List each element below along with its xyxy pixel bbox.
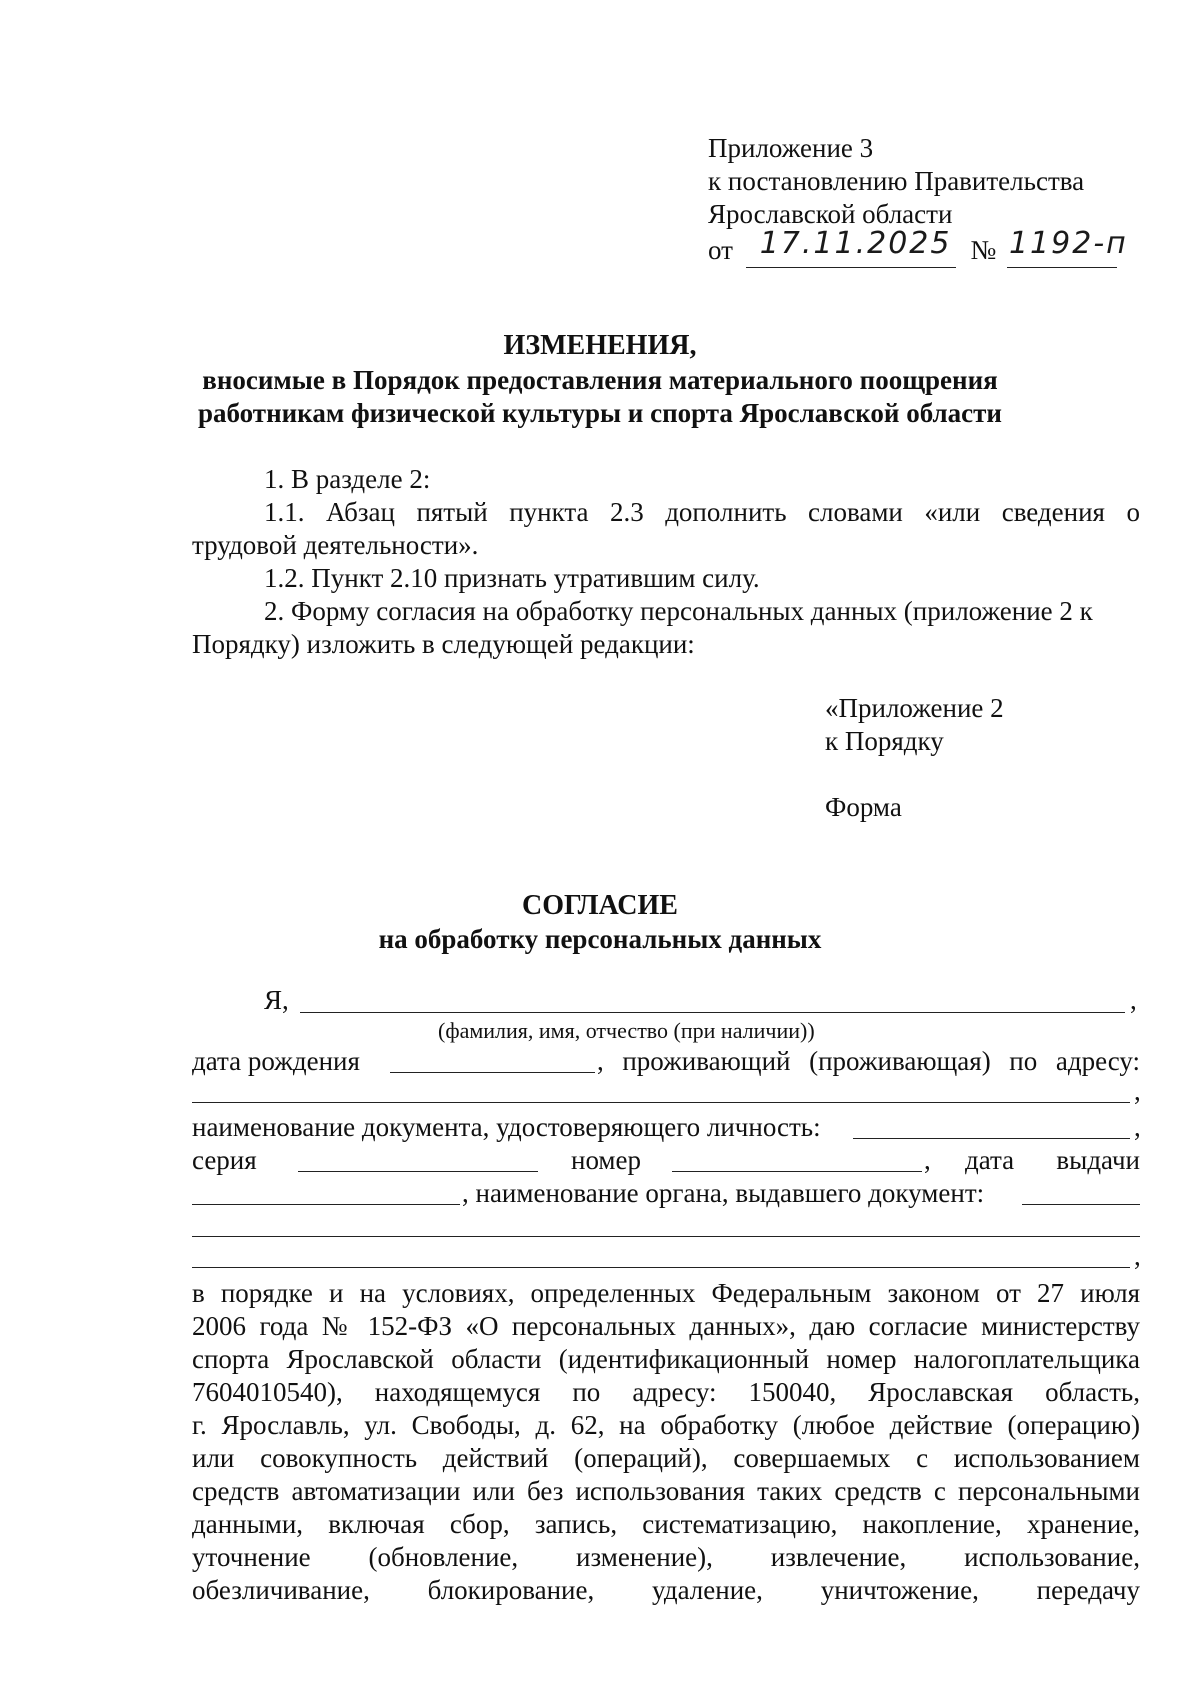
form-label: Форма (825, 792, 902, 822)
paragraph-1-1-word: пятый (416, 497, 488, 527)
section-2-paragraph: 1. В разделе 2: (264, 464, 431, 494)
paragraph-1-1-word: о (1126, 497, 1140, 527)
issuing-authority-input-line-2[interactable] (192, 1236, 1140, 1237)
changes-subtitle-line2: работникам физической культуры и спорта Ярославской области (198, 398, 1002, 428)
paragraph-1-1-word: дополнить (665, 497, 787, 527)
paragraph-2-line1: 2. Форму согласия на обработку персональных данных (приложение 2 к (264, 596, 1093, 626)
paragraph-1-1-word: сведения (1001, 497, 1105, 527)
consent-text-line (192, 1575, 1140, 1606)
birth-date-input-line[interactable] (390, 1072, 595, 1073)
handwritten-date: 17.11.2025 (759, 226, 952, 261)
address-label: , проживающий (проживающая) по адресу: (597, 1046, 1140, 1076)
paragraph-2-line2: Порядку) изложить в следующей редакции: (192, 629, 695, 659)
consent-text-word: использование, (964, 1542, 1140, 1572)
fio-hint: (фамилия, имя, отчество (при наличии)) (438, 1018, 815, 1043)
consent-text-word: уничтожение, (820, 1575, 979, 1605)
paragraph-1-1-word: Абзац (325, 497, 395, 527)
appendix-2-line2: к Порядку (825, 726, 944, 756)
consent-text-line: спорта Ярославской области (идентификационный номер налогоплательщика (192, 1344, 1140, 1374)
fio-input-line[interactable] (300, 1012, 1125, 1013)
number-comma: , (924, 1145, 931, 1175)
from-label: от (708, 235, 733, 265)
paragraph-1-1-word: 1.1. (264, 497, 305, 527)
consent-title: СОГЛАСИЕ (522, 890, 678, 921)
consent-text-line: в порядке и на условиях, определенных Федеральным законом от 27 июля (192, 1278, 1140, 1308)
address-comma: , (1134, 1076, 1141, 1106)
id-document-input-line[interactable] (853, 1138, 1130, 1139)
appendix-header-line2: к постановлению Правительства (708, 166, 1085, 196)
number-input-line[interactable] (672, 1171, 922, 1172)
decree-date-number (708, 226, 1128, 268)
consent-text-word: (обновление, (368, 1542, 519, 1572)
consent-text-word: обезличивание, (192, 1575, 370, 1605)
consent-text-line: 7604010540), находящемуся по адресу: 150040, Ярославская область, (192, 1377, 1140, 1407)
issuing-authority-input-line[interactable] (1022, 1204, 1140, 1205)
paragraph-1-1-word: пункта (509, 497, 589, 527)
number-label: № (970, 235, 997, 265)
appendix-header-line3: Ярославской области (708, 199, 953, 229)
fio-comma: , (1130, 985, 1137, 1015)
issuing-authority-input-line-3[interactable] (192, 1267, 1130, 1268)
series-label: серия (192, 1145, 257, 1175)
date-field (746, 226, 956, 268)
consent-text-word: извлечение, (770, 1542, 907, 1572)
changes-subtitle-line1: вносимые в Порядок предоставления материального поощрения (202, 365, 998, 395)
consent-text-line: или совокупность действий (операций), совершаемых с использованием (192, 1443, 1140, 1473)
issue-date-input-line[interactable] (192, 1204, 460, 1205)
issue-date-label: дата выдачи (965, 1145, 1140, 1175)
paragraph-1-1-line1 (264, 497, 1140, 528)
handwritten-number: 1192-п (1008, 226, 1128, 261)
number-field (1007, 226, 1128, 268)
consent-text-line: г. Ярославль, ул. Свободы, д. 62, на обработку (любое действие (операцию) (192, 1410, 1140, 1440)
consent-text-line (192, 1542, 1140, 1573)
consent-text-word: блокирование, (427, 1575, 595, 1605)
birth-date-label: дата рождения (192, 1046, 360, 1076)
consent-text-line: 2006 года № 152-ФЗ «О персональных данных», даю согласие министерству (192, 1311, 1140, 1341)
changes-title: ИЗМЕНЕНИЯ, (503, 330, 697, 361)
paragraph-1-1-word: «или (924, 497, 981, 527)
consent-text-word: уточнение (192, 1542, 311, 1572)
consent-text-word: передачу (1036, 1575, 1140, 1605)
consent-text-line: данными, включая сбор, запись, систематизацию, накопление, хранение, (192, 1509, 1140, 1539)
i-label: Я, (264, 985, 289, 1015)
consent-text-word: изменение), (576, 1542, 713, 1572)
number-label-field: номер (571, 1145, 642, 1175)
appendix-2-line1: «Приложение 2 (825, 693, 1004, 723)
id-document-label: наименование документа, удостоверяющего личность: (192, 1112, 821, 1142)
address-input-line[interactable] (192, 1102, 1130, 1103)
appendix-header-line1: Приложение 3 (708, 133, 874, 163)
paragraph-1-1-word: словами (808, 497, 903, 527)
consent-subtitle: на обработку персональных данных (378, 924, 822, 954)
authority-comma: , (1134, 1241, 1141, 1271)
paragraph-1-2: 1.2. Пункт 2.10 признать утратившим силу. (264, 563, 760, 593)
series-input-line[interactable] (298, 1171, 538, 1172)
id-document-comma: , (1134, 1112, 1141, 1142)
issuing-authority-label: , наименование органа, выдавшего документ: (462, 1178, 985, 1208)
paragraph-1-1-line2: трудовой деятельности». (192, 530, 479, 560)
consent-text-word: удаление, (652, 1575, 763, 1605)
paragraph-1-1-word: 2.3 (609, 497, 644, 527)
consent-text-line: средств автоматизации или без использования таких средств с персональными (192, 1476, 1140, 1506)
